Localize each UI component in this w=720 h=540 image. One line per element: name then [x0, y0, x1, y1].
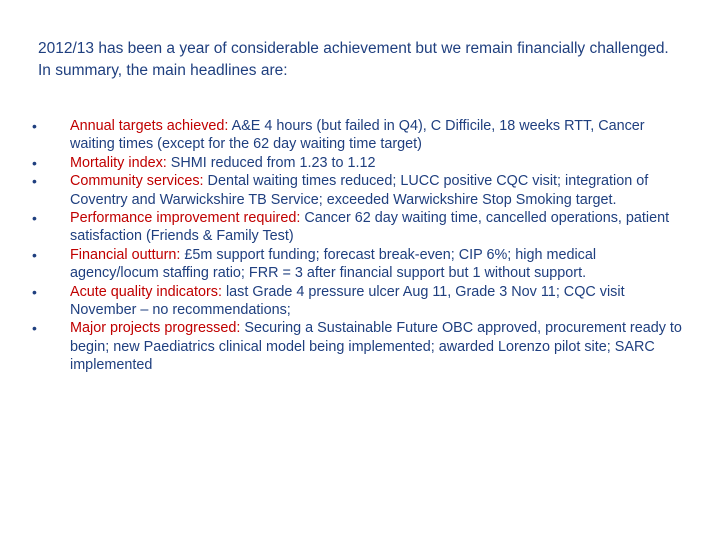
- headline-item-major-projects: [28, 319, 688, 374]
- headline-list: [28, 117, 688, 375]
- bullet-icon: •: [32, 118, 37, 134]
- headline-text: SHMI reduced from 1.23 to 1.12: [166, 154, 376, 171]
- headline-lead: Financial outturn:: [70, 246, 181, 263]
- intro-paragraph: 2012/13 has been a year of considerable achievement but we remain financially challenged. In summary, the main headlines are:: [38, 40, 669, 79]
- headline-lead: Performance improvement required:: [70, 210, 301, 227]
- headline-item-annual-targets: [28, 117, 688, 154]
- headline-lead: Annual targets achieved:: [70, 118, 229, 134]
- bullet-icon: •: [32, 320, 37, 337]
- headline-item-financial-outturn: [28, 246, 688, 283]
- headline-lead: Mortality index:: [70, 154, 167, 171]
- headline-text: A&E 4 hours (but failed in Q4), C Difficile, 18 weeks RTT, Cancer waiting times (except for the 62 day waiting time target): [70, 118, 645, 153]
- bullet-icon: •: [32, 154, 37, 171]
- bullet-icon: •: [32, 210, 37, 227]
- headline-lead: Acute quality indicators:: [70, 283, 222, 300]
- headline-lead: Community services:: [70, 173, 204, 190]
- headline-item-performance-improvement: [28, 209, 688, 246]
- headline-lead: Major projects progressed:: [70, 320, 241, 337]
- headline-item-acute-quality-indicators: [28, 283, 688, 320]
- headline-text: last Grade 4 pressure ulcer Aug 11, Grade 3 Nov 11; CQC visit November – no recommendations;: [70, 283, 625, 319]
- bullet-icon: •: [32, 283, 37, 300]
- bullet-icon: •: [32, 173, 37, 190]
- headline-text: £5m support funding; forecast break-even; CIP 6%; high medical agency/locum staffing ratio; FRR = 3 after financial support but 1 without support.: [70, 246, 597, 282]
- headline-text: Securing a Sustainable Future OBC approved, procurement ready to begin; new Paediatrics clinical model being implemented; awarded Lorenzo pilot site; SARC implemented: [70, 320, 682, 374]
- headline-item-community-services: [28, 172, 688, 209]
- headline-text: Cancer 62 day waiting time, cancelled operations, patient satisfaction (Friends & Family Test): [70, 210, 670, 245]
- headline-text: Dental waiting times reduced; LUCC positive CQC visit; integration of Coventry and Warwickshire TB Service; exceeded Warwickshire Stop Smoking target.: [70, 173, 649, 208]
- headline-item-mortality-index: [28, 154, 688, 172]
- bullet-icon: •: [32, 246, 37, 263]
